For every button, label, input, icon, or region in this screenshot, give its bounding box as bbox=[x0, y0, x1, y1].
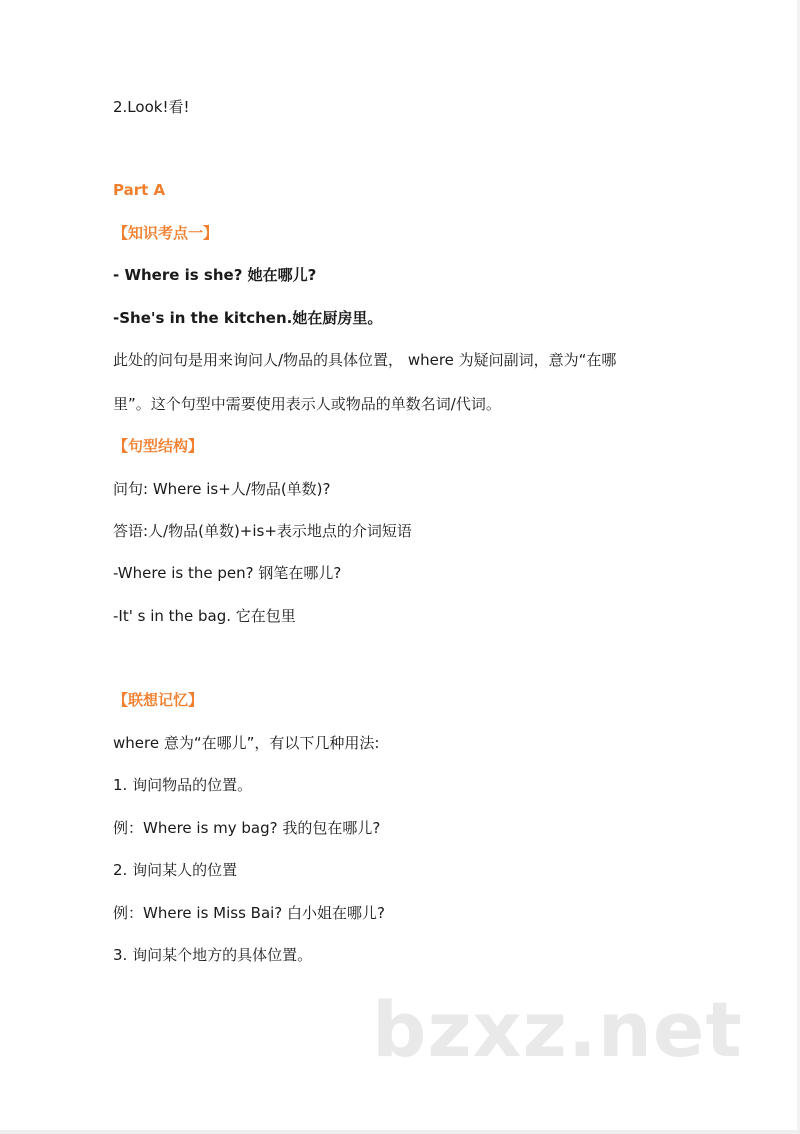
watermark-logo: bzxz.net bbox=[372, 985, 743, 1074]
structure-answer: 答语:人/物品(单数)+is+表示地点的介词短语 bbox=[113, 522, 412, 540]
question-where-she: - Where is she? 她在哪儿? bbox=[113, 266, 317, 284]
usage-item-1: 1. 询问物品的位置。 bbox=[113, 776, 253, 794]
usage-item-1-example: 例：Where is my bag? 我的包在哪儿? bbox=[113, 819, 381, 837]
usage-item-2: 2. 询问某人的位置 bbox=[113, 861, 238, 879]
usage-item-3: 3. 询问某个地方的具体位置。 bbox=[113, 946, 313, 964]
page-bottom-edge bbox=[0, 1130, 800, 1134]
paragraph-line-2: 里”。这个句型中需要使用表示人或物品的单数名词/代词。 bbox=[113, 395, 501, 413]
answer-kitchen: -She's in the kitchen.她在厨房里。 bbox=[113, 309, 383, 327]
example-pen-answer: -It' s in the bag. 它在包里 bbox=[113, 607, 296, 625]
part-a-heading: Part A bbox=[113, 181, 166, 199]
paragraph-line-1: 此处的问句是用来询问人/物品的具体位置， where 为疑问副词，意为“在哪 bbox=[113, 351, 617, 369]
where-usage-intro: where 意为“在哪儿”，有以下几种用法: bbox=[113, 734, 380, 752]
section-memory-heading: 【联想记忆】 bbox=[113, 691, 204, 709]
heading-look: 2.Look!看! bbox=[113, 98, 190, 116]
structure-question: 问句: Where is+人/物品(单数)? bbox=[113, 480, 331, 498]
section-structure-heading: 【句型结构】 bbox=[113, 437, 204, 455]
example-pen-question: -Where is the pen? 钢笔在哪儿? bbox=[113, 564, 342, 582]
usage-item-2-example: 例：Where is Miss Bai? 白小姐在哪儿? bbox=[113, 904, 386, 922]
section-knowledge-heading: 【知识考点一】 bbox=[113, 224, 219, 242]
